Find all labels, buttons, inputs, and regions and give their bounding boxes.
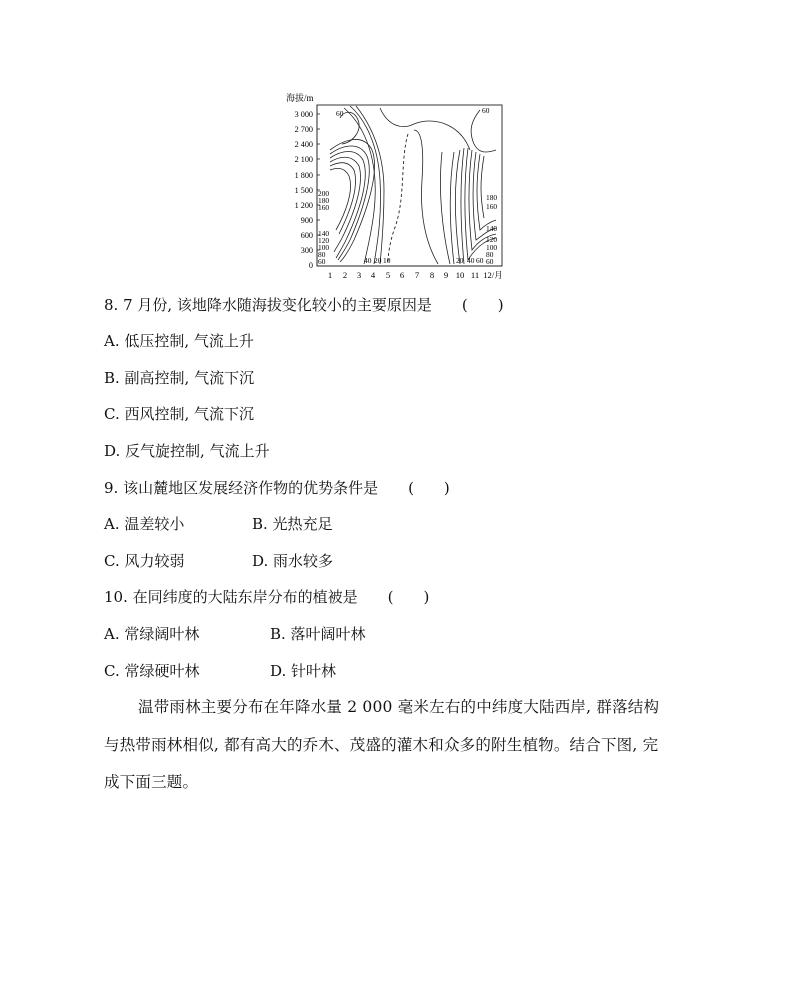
passage-line-3: 成下面三题。 (104, 773, 199, 791)
contour-label: 160 (486, 202, 498, 211)
question-10-option-b: B. 落叶阔叶林 (270, 625, 366, 643)
x-tick: 2 (342, 270, 348, 280)
contour-label: 120 (486, 235, 498, 244)
contour-label: 60 (336, 109, 344, 118)
x-tick: 12/月 (483, 270, 503, 280)
contour-label: 40 (364, 256, 372, 265)
contour-label: 180 (486, 193, 498, 202)
y-tick: 1 500 (294, 186, 313, 195)
x-tick: 11 (470, 270, 480, 280)
x-tick-labels (328, 270, 503, 280)
question-9-option-c: C. 风力较弱 (104, 552, 185, 570)
question-9-option-d: D. 雨水较多 (252, 552, 334, 570)
y-tick: 0 (308, 261, 313, 270)
center-dashed-contour (388, 134, 408, 264)
x-tick: 3 (356, 270, 362, 280)
x-tick: 7 (414, 270, 420, 280)
x-tick: 8 (429, 270, 435, 280)
question-9-option-b: B. 光热充足 (252, 515, 333, 533)
precipitation-contour-figure (284, 90, 514, 280)
y-tick: 300 (300, 246, 313, 255)
contour-label: 140 (486, 224, 498, 233)
contour-label: 160 (318, 203, 330, 212)
y-tick: 2 700 (294, 125, 313, 134)
contour-label: 60 (482, 106, 490, 115)
contour-label: 100 (318, 243, 330, 252)
y-axis-title: 海拔/m (286, 93, 314, 103)
question-8-option-c: C. 西风控制, 气流下沉 (104, 405, 255, 423)
contour-label: 140 (318, 229, 330, 238)
contour-label: 10 (383, 256, 391, 265)
left-contours (330, 106, 384, 264)
contour-label: 60 (486, 257, 494, 266)
x-tick: 5 (385, 270, 391, 280)
x-tick: 4 (370, 270, 376, 280)
x-tick: 6 (399, 270, 405, 280)
x-tick: 1 (327, 270, 333, 280)
center-right-contour (414, 130, 438, 264)
contour-label: 20 (456, 256, 464, 265)
contour-label: 200 (318, 189, 330, 198)
y-tick: 1 800 (294, 171, 313, 180)
y-tick: 1 200 (294, 201, 313, 210)
question-10-option-a: A. 常绿阔叶林 (104, 625, 200, 643)
contour-label: 20 (374, 256, 382, 265)
contour-label: 40 (467, 256, 475, 265)
contour-label: 80 (318, 250, 326, 259)
y-tick: 600 (300, 231, 313, 240)
question-8-option-b: B. 副高控制, 气流下沉 (104, 369, 255, 387)
y-tick: 2 400 (294, 140, 313, 149)
contour-label: 120 (318, 236, 330, 245)
contour-label: 80 (486, 250, 494, 259)
passage-line-2: 与热带雨林相似, 都有高大的乔木、茂盛的灌木和众多的附生植物。结合下图, 完 (104, 736, 659, 754)
y-tick-labels (295, 110, 313, 270)
contour-label: 60 (476, 256, 484, 265)
question-10-stem: 10. 在同纬度的大陆东岸分布的植被是 ( ) (104, 588, 430, 606)
x-tick: 10 (455, 270, 465, 280)
question-8-stem: 8. 7 月份, 该地降水随海拔变化较小的主要原因是 ( ) (104, 296, 504, 314)
y-tick: 2 100 (294, 155, 313, 164)
question-8-option-d: D. 反气旋控制, 气流上升 (104, 442, 270, 460)
contour-label: 100 (486, 243, 498, 252)
question-10-option-d: D. 针叶林 (270, 662, 337, 680)
contour-label: 180 (318, 196, 330, 205)
question-9-stem: 9. 该山麓地区发展经济作物的优势条件是 ( ) (104, 479, 450, 497)
y-tick: 3 000 (294, 110, 313, 119)
central-arch-contour (380, 108, 470, 150)
contour-chart-svg (284, 90, 514, 280)
contour-label: 60 (318, 257, 326, 266)
question-10-option-c: C. 常绿硬叶林 (104, 662, 200, 680)
y-tick: 900 (300, 216, 313, 225)
question-8-option-a: A. 低压控制, 气流上升 (104, 332, 254, 350)
x-tick: 9 (443, 270, 449, 280)
passage-line-1: 温带雨林主要分布在年降水量 2 000 毫米左右的中纬度大陆西岸, 群落结构 (138, 698, 660, 716)
question-9-option-a: A. 温差较小 (104, 515, 185, 533)
